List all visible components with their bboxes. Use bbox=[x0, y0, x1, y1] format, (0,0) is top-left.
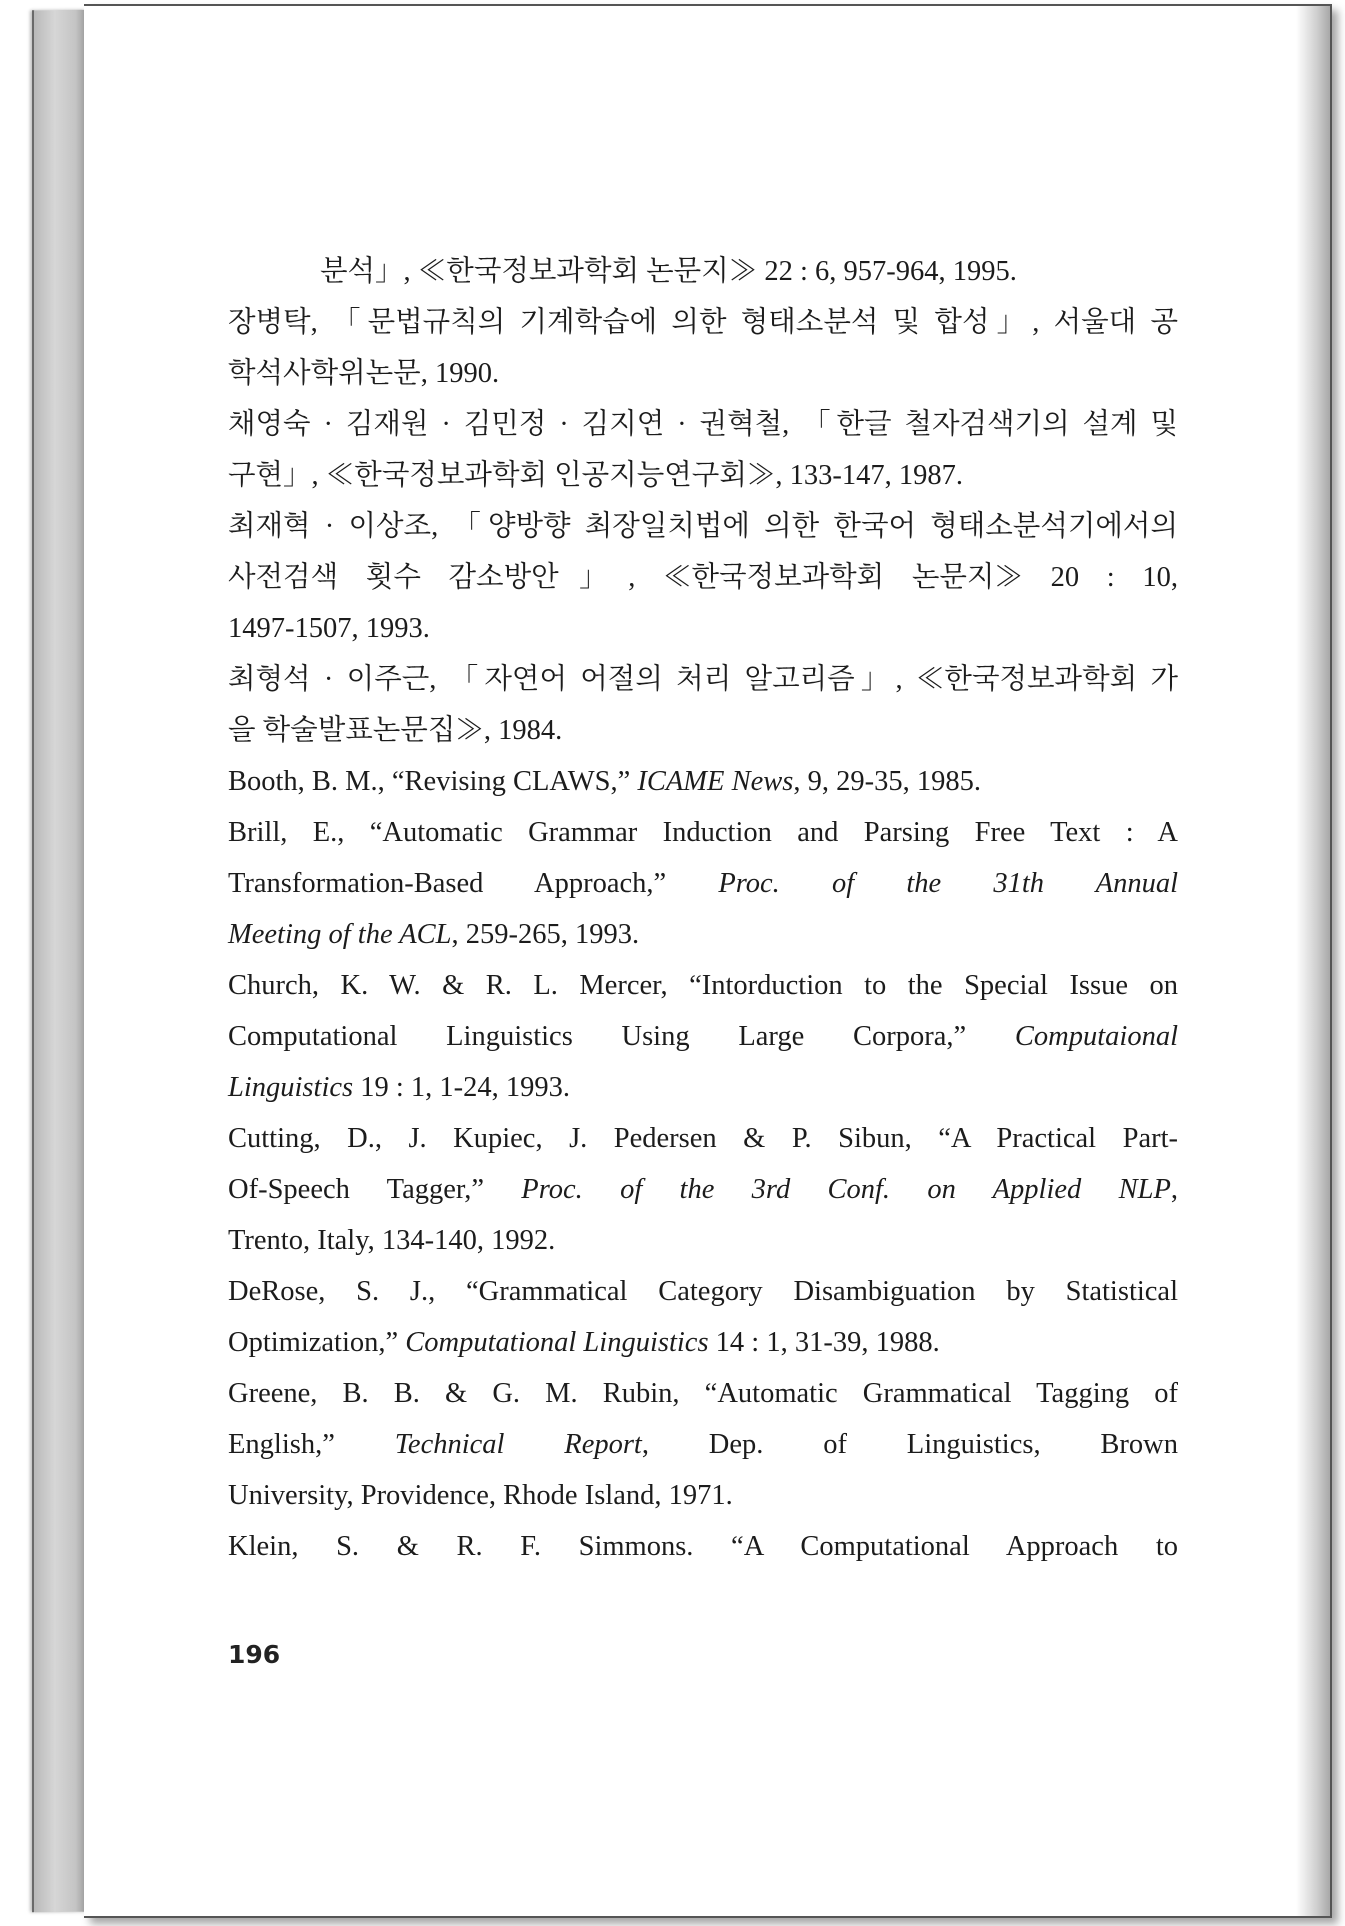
reference-title-italic: ICAME News bbox=[637, 766, 794, 797]
reference-text: Transformation-Based Approach,” bbox=[228, 868, 719, 899]
reference-line: Brill, E., “Automatic Grammar Induction and Parsing Free Text : A bbox=[228, 817, 1178, 848]
reference-line: 분석」, ≪한국정보과학회 논문지≫ 22 : 6, 957-964, 1995. bbox=[320, 256, 1017, 287]
reference-line bbox=[228, 1164, 1178, 1215]
reference-title-italic: Linguistics bbox=[228, 1072, 354, 1103]
reference-line bbox=[228, 858, 1178, 909]
reference-title-italic: Computaional bbox=[1014, 1021, 1178, 1052]
reference-line: 학석사학위논문, 1990. bbox=[228, 358, 500, 389]
reference-line bbox=[228, 1062, 1178, 1113]
reference-line: Trento, Italy, 134-140, 1992. bbox=[228, 1225, 556, 1256]
reference-line: University, Providence, Rhode Island, 1971. bbox=[228, 1480, 733, 1511]
reference-list bbox=[228, 246, 1178, 1572]
reference-line bbox=[228, 1317, 1178, 1368]
reference-line: 1497-1507, 1993. bbox=[228, 613, 430, 644]
reference-line: 을 학술발표논문집≫, 1984. bbox=[228, 715, 563, 746]
reference-entry bbox=[228, 1113, 1178, 1266]
reference-text: Booth, B. M., “Revising CLAWS,” bbox=[228, 766, 638, 797]
reference-entry bbox=[228, 1368, 1178, 1521]
reference-text: , 259-265, 1993. bbox=[451, 919, 640, 950]
reference-line: 최재혁 · 이상조, 「양방향 최장일치법에 의한 한국어 형태소분석기에서의 bbox=[228, 511, 1178, 542]
reference-text: English,” bbox=[228, 1429, 395, 1460]
reference-entry bbox=[228, 654, 1178, 756]
reference-line: Greene, B. B. & G. M. Rubin, “Automatic Grammatical Tagging of bbox=[228, 1378, 1178, 1409]
reference-entry bbox=[228, 960, 1178, 1113]
reference-entry bbox=[228, 501, 1178, 654]
reference-text: , bbox=[1170, 1174, 1178, 1205]
reference-line: 구현」, ≪한국정보과학회 인공지능연구회≫, 133-147, 1987. bbox=[228, 460, 963, 491]
page-number: 196 bbox=[228, 1640, 281, 1669]
reference-entry bbox=[228, 399, 1178, 501]
reference-entry bbox=[228, 756, 1178, 807]
reference-line: 장병탁, 「문법규칙의 기계학습에 의한 형태소분석 및 합성」, 서울대 공 bbox=[228, 307, 1178, 338]
reference-text: , Dep. of Linguistics, Brown bbox=[641, 1429, 1178, 1460]
book-spine bbox=[32, 10, 86, 1913]
reference-text: Of-Speech Tagger,” bbox=[228, 1174, 522, 1205]
page-edge-shadow bbox=[1296, 6, 1330, 1916]
reference-line bbox=[228, 756, 1178, 807]
reference-title-italic: Meeting of the ACL bbox=[228, 919, 452, 950]
reference-line: Cutting, D., J. Kupiec, J. Pedersen & P. Sibun, “A Practical Part- bbox=[228, 1123, 1178, 1154]
reference-line: 최형석 · 이주근, 「자연어 어절의 처리 알고리즘」, ≪한국정보과학회 가 bbox=[228, 664, 1178, 695]
reference-line bbox=[228, 909, 1178, 960]
reference-line: Klein, S. & R. F. Simmons. “A Computational Approach to bbox=[228, 1531, 1178, 1562]
reference-entry-continued bbox=[228, 246, 1178, 297]
reference-line bbox=[228, 1011, 1178, 1062]
reference-text: 14 : 1, 31-39, 1988. bbox=[708, 1327, 940, 1358]
reference-text: Computational Linguistics Using Large Corpora,” bbox=[228, 1021, 1015, 1052]
reference-text: Optimization,” bbox=[228, 1327, 406, 1358]
reference-title-italic: Technical Report bbox=[394, 1429, 642, 1460]
reference-text: 19 : 1, 1-24, 1993. bbox=[353, 1072, 571, 1103]
reference-line bbox=[228, 1419, 1178, 1470]
reference-entry bbox=[228, 297, 1178, 399]
reference-line: 채영숙 · 김재원 · 김민정 · 김지연 · 권혁철, 「한글 철자검색기의 설계 및 bbox=[228, 409, 1178, 440]
reference-title-italic: Proc. of the 3rd Conf. on Applied NLP bbox=[521, 1174, 1171, 1205]
reference-entry bbox=[228, 1266, 1178, 1368]
reference-line: DeRose, S. J., “Grammatical Category Disambiguation by Statistical bbox=[228, 1276, 1178, 1307]
reference-line: 사전검색 횟수 감소방안」, ≪한국정보과학회 논문지≫ 20 : 10, bbox=[228, 562, 1178, 593]
reference-entry bbox=[228, 1521, 1178, 1572]
reference-title-italic: Proc. of the 31th Annual bbox=[718, 868, 1178, 899]
reference-line: Church, K. W. & R. L. Mercer, “Intorduction to the Special Issue on bbox=[228, 970, 1178, 1001]
reference-entry bbox=[228, 807, 1178, 960]
reference-text: , 9, 29-35, 1985. bbox=[793, 766, 981, 797]
reference-title-italic: Computational Linguistics bbox=[405, 1327, 709, 1358]
